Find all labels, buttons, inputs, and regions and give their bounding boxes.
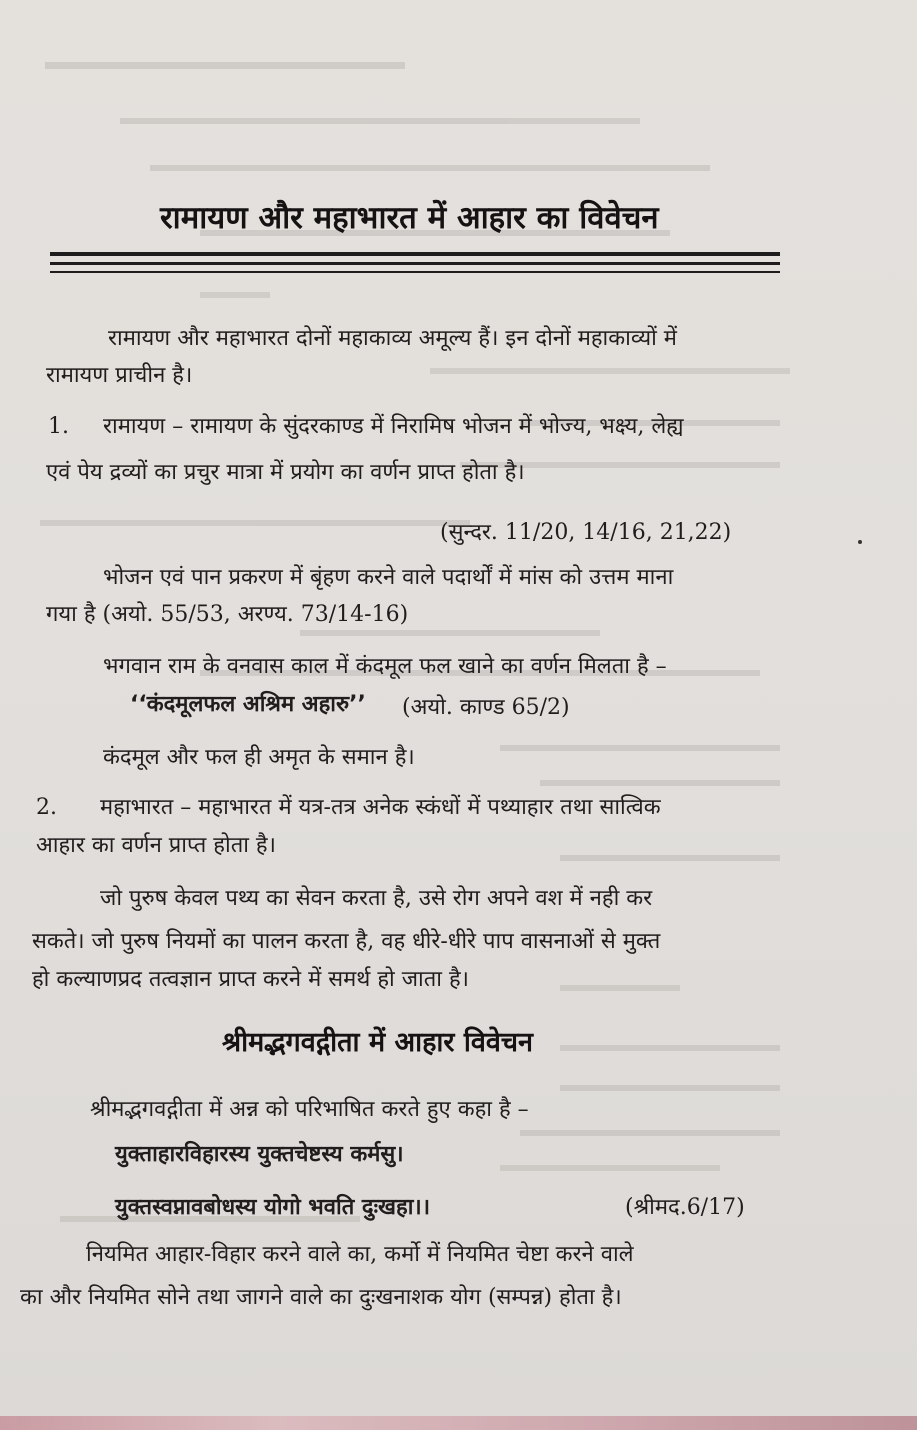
meat-line-1: भोजन एवं पान प्रकरण में बृंहण करने वाले पदार्थों में मांस को उत्तम माना [103, 565, 674, 590]
intro-line-1: रामायण और महाभारत दोनों महाकाव्य अमूल्य हैं। इन दोनों महाकाव्यों में [108, 326, 677, 351]
rama-line-3: कंदमूल और फल ही अमृत के समान है। [103, 745, 415, 770]
item1-line-2: एवं पेय द्रव्यों का प्रचुर मात्रा में प्रयोग का वर्णन प्राप्त होता है। [46, 460, 525, 485]
rama-quote-reference: (अयो. काण्ड 65/2) [402, 695, 570, 720]
verse-line-2: युक्तस्वप्नावबोधस्य योगो भवति दुःखहा।। [115, 1195, 431, 1220]
intro-line-2: रामायण प्राचीन है। [46, 363, 193, 388]
section-title: श्रीमद्भगवद्गीता में आहार विवेचन [222, 1027, 533, 1058]
rama-quote: ‘‘कंदमूलफल अश्रिम अहारु’’ [130, 692, 366, 717]
item1-line-1: रामायण – रामायण के सुंदरकाण्ड में निरामिष भोजन में भोज्य, भक्ष्य, लेह्य [103, 414, 684, 439]
item2-line-2: आहार का वर्णन प्राप्त होता है। [36, 833, 276, 858]
item2-line-1: महाभारत – महाभारत में यत्र-तत्र अनेक स्कंधों में पथ्याहार तथा सात्विक [100, 795, 661, 820]
item2-number: 2. [36, 795, 57, 820]
verse-line-1: युक्ताहारविहारस्य युक्तचेष्टस्य कर्मसु। [115, 1142, 404, 1167]
verse-reference: (श्रीमद.6/17) [625, 1195, 745, 1220]
item1-reference: (सुन्दर. 11/20, 14/16, 21,22) [440, 520, 732, 545]
explanation-line-1: नियमित आहार-विहार करने वाले का, कर्मो में नियमित चेष्टा करने वाले [86, 1242, 634, 1267]
rama-line-1: भगवान राम के वनवास काल में कंदमूल फल खाने का वर्णन मिलता है – [103, 654, 667, 679]
item1-number: 1. [48, 414, 69, 439]
page-title: रामायण और महाभारत में आहार का विवेचन [160, 200, 659, 236]
explanation-line-2: का और नियमित सोने तथा जागने वाले का दुःखनाशक योग (सम्पन्न) होता है। [20, 1285, 622, 1310]
meat-line-2: गया है (अयो. 55/53, अरण्य. 73/14-16) [46, 602, 409, 627]
diet-line-3: हो कल्याणप्रद तत्वज्ञान प्राप्त करने में समर्थ हो जाता है। [32, 967, 469, 992]
title-rule-thin [50, 271, 780, 273]
title-rule-middle [50, 262, 780, 265]
title-rule-thick [50, 252, 780, 256]
gita-intro: श्रीमद्भगवद्गीता में अन्न को परिभाषित करते हुए कहा है – [90, 1097, 529, 1122]
ink-speck [858, 540, 862, 544]
diet-line-1: जो पुरुष केवल पथ्य का सेवन करता है, उसे रोग अपने वश में नही कर [100, 886, 653, 911]
diet-line-2: सकते। जो पुरुष नियमों का पालन करता है, वह धीरे-धीरे पाप वासनाओं से मुक्त [32, 929, 661, 954]
